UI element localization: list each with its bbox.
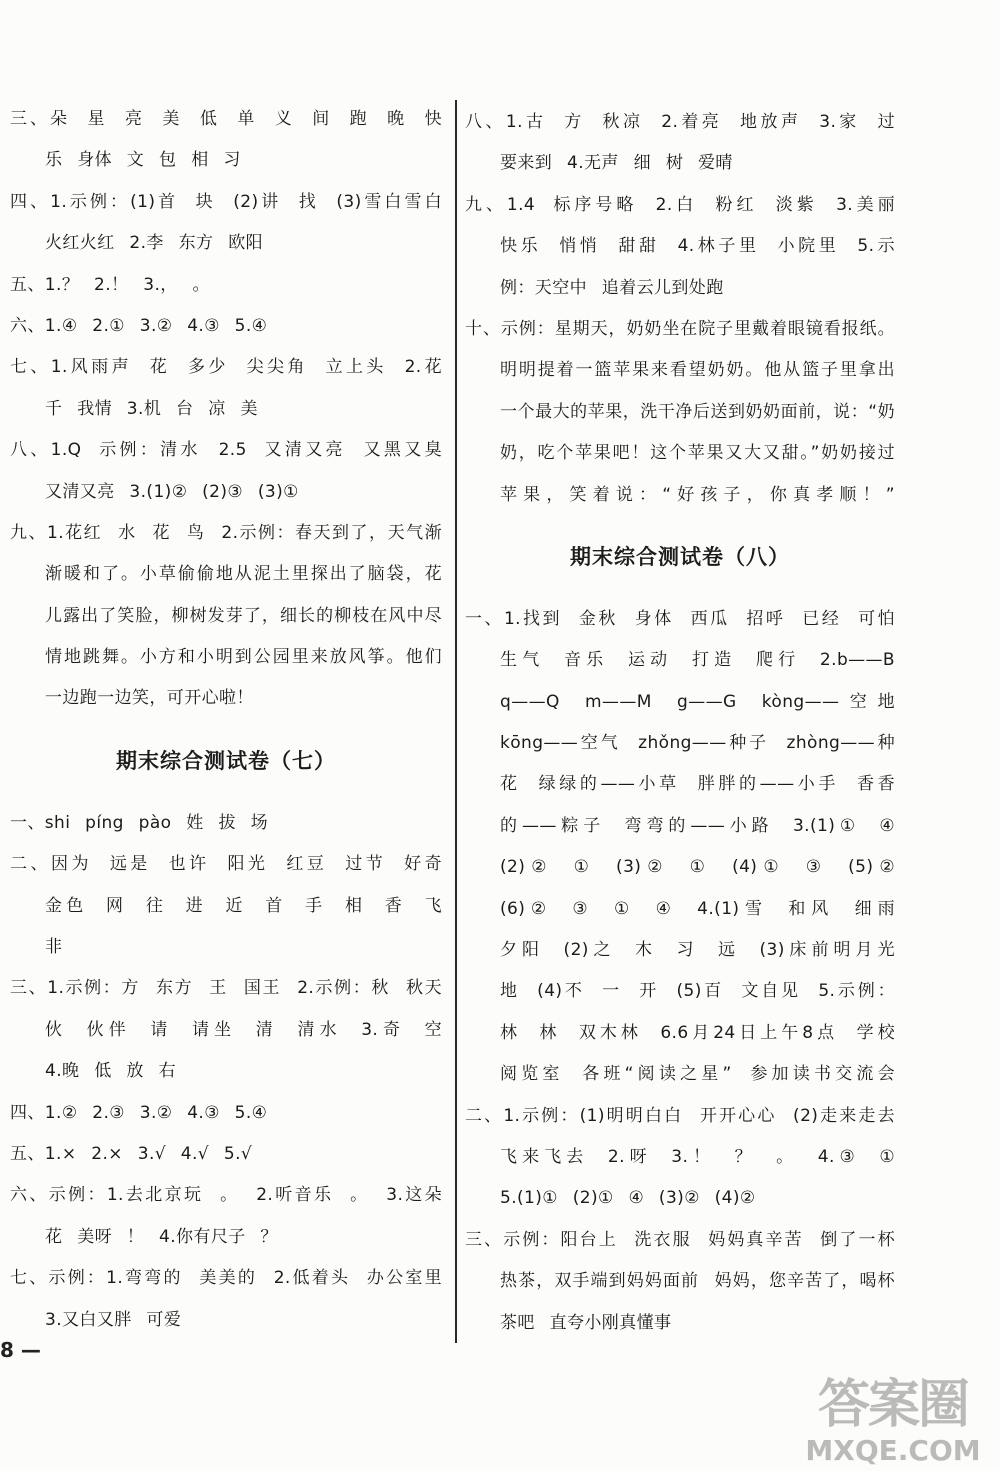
answer-line: 5.(1)① (2)① ④ (3)② (4)②	[500, 1188, 756, 1209]
column-divider	[455, 100, 457, 1343]
answer-line: 火红火红 2.李 东方 欧阳	[45, 233, 264, 254]
answer-line: 苹果，笑着说：“好孩子，你真孝顺！”	[500, 484, 895, 505]
answers-block-bottom	[465, 599, 895, 1344]
answer-line: 七、1.风雨声 花 多少 尖尖角 立上头 2.花	[10, 357, 442, 378]
answers-block-top	[10, 99, 442, 720]
answer-line: 乐 身体 文 包 相 习	[45, 150, 241, 171]
answer-line: 五、1.× 2.× 3.√ 4.√ 5.√	[10, 1143, 253, 1164]
answer-line: 四、1.示例：(1)首 块 (2)讲 找 (3)雪白雪白	[10, 191, 442, 212]
answer-line: 生气 音乐 运动 打造 爬行 2.b——B	[500, 650, 895, 671]
answer-line: 的——粽子 弯弯的——小路 3.(1)① ④	[500, 815, 895, 836]
answer-line: 例：天空中 追着云儿到处跑	[500, 277, 724, 298]
answer-line: 二、1.示例：(1)明明白白 开开心心 (2)走来走去	[465, 1105, 895, 1126]
answer-line: 飞来飞去 2.呀 3.！ ？ 。 4.③ ①	[500, 1146, 895, 1167]
answer-line: 林 林 双木林 6.6月24日上午8点 学校	[500, 1022, 895, 1043]
answer-line: 明明提着一篮苹果来看望奶奶。他从篮子里拿出	[500, 360, 895, 381]
answer-line: 地 (4)不 一 开 (5)百 文自见 5.示例：	[500, 981, 895, 1002]
answer-line: 一边跑一边笑，可开心啦！	[45, 688, 254, 709]
answer-line: 要来到 4.无声 细 树 爱晴	[500, 153, 733, 174]
answer-line: (6)② ③ ① ④ 4.(1)雪 和风 细雨	[500, 898, 895, 919]
test-heading: 期末综合测试卷（七）	[116, 748, 336, 773]
answer-line: 茶吧 直夸小刚真懂事	[500, 1312, 672, 1333]
answer-line: 奶，吃个苹果吧！这个苹果又大又甜。”奶奶接过	[500, 443, 895, 464]
answer-line: 又清又亮 3.(1)② (2)③ (3)①	[45, 481, 299, 502]
answer-line: 金色 网 往 进 近 首 手 相 香 飞	[45, 895, 442, 916]
watermark-logo	[798, 1375, 988, 1467]
answer-line: 伙 伙伴 请 请坐 清 清水 3.奇 空	[45, 1019, 442, 1040]
answer-line: 花 绿绿的——小草 胖胖的——小手 香香	[500, 774, 895, 795]
answer-line: 七、示例：1.弯弯的 美美的 2.低着头 办公室里	[10, 1268, 442, 1289]
watermark-logo-text: 答案圈	[817, 1375, 968, 1435]
answer-line: kōng——空气 zhǒng——种子 zhòng——种	[500, 733, 895, 754]
answer-line: 十、示例：星期天，奶奶坐在院子里戴着眼镜看报纸。	[465, 318, 895, 339]
answer-line: 花 美呀 ！ 4.你有尺子 ？	[45, 1226, 278, 1247]
answer-line: 3.又白又胖 可爱	[45, 1309, 182, 1330]
answer-line: q——Q m——M g——G kòng——空地	[500, 691, 895, 712]
answer-line: 九、1.花红 水 花 鸟 2.示例：春天到了，天气渐	[10, 522, 442, 543]
answer-line: 六、示例：1.去北京玩 。 2.听音乐 。 3.这朵	[10, 1185, 442, 1206]
answer-line: 阅览室 各班“阅读之星” 参加读书交流会	[500, 1064, 895, 1085]
answers-block-bottom	[10, 803, 442, 1341]
answer-line: 九、1.4 标序号略 2.白 粉红 淡紫 3.美丽	[465, 194, 895, 215]
answer-line: 4.晚 低 放 右	[45, 1061, 177, 1082]
answer-line: 一、shi píng pào 姓 拔 场	[10, 812, 269, 833]
answer-line: 非	[45, 937, 63, 958]
answer-line: 热茶，双手端到妈妈面前 妈妈，您辛苦了，喝杯	[500, 1271, 895, 1292]
answer-line: 情地跳舞。小方和小明到公园里来放风筝。他们	[45, 647, 442, 668]
answer-line: 三、朵 星 亮 美 低 单 义 间 跑 晚 快	[10, 109, 442, 129]
answer-line: (2)② ① (3)② ① (4)① ③ (5)②	[500, 857, 895, 878]
answer-line: 八、1.Q 示例：清水 2.5 又清又亮 又黑又臭	[10, 440, 442, 461]
watermark-url-text: MXQE.COM	[805, 1434, 981, 1467]
left-column	[10, 99, 442, 1341]
answer-line: 快乐 悄悄 甜甜 4.林子里 小院里 5.示	[500, 236, 895, 257]
answer-line: 渐暖和了。小草偷偷地从泥土里探出了脑袋，花	[45, 564, 442, 585]
answer-line: 八、1.古 方 秋凉 2.着亮 地放声 3.家 过	[465, 112, 895, 132]
answer-line: 儿露出了笑脸，柳树发芽了，细长的柳枝在风中尽	[45, 605, 442, 626]
test-heading: 期末综合测试卷（八）	[570, 544, 790, 569]
answer-line: 二、因为 远是 也许 阳光 红豆 过节 好奇	[10, 854, 442, 875]
page-number: 8 —	[0, 1338, 41, 1362]
answer-line: 三、1.示例：方 东方 王 国王 2.示例：秋 秋天	[10, 978, 442, 999]
answer-line: 四、1.② 2.③ 3.② 4.③ 5.④	[10, 1102, 268, 1123]
answer-line: 夕阳 (2)之 木 习 远 (3)床前明月光	[500, 940, 895, 961]
answer-line: 一个最大的苹果，洗干净后送到奶奶面前，说：“奶	[500, 401, 895, 422]
answer-line: 五、1.？ 2.！ 3.， 。	[10, 274, 210, 295]
answers-block-top	[465, 102, 895, 516]
answer-line: 一、1.找到 金秋 身体 西瓜 招呼 已经 可怕	[465, 608, 895, 629]
answer-line: 千 我情 3.机 台 凉 美	[45, 398, 258, 419]
answer-line: 三、示例：阳台上 洗衣服 妈妈真辛苦 倒了一杯	[465, 1229, 895, 1250]
right-column	[465, 102, 895, 1344]
answer-line: 六、1.④ 2.① 3.② 4.③ 5.④	[10, 315, 268, 336]
